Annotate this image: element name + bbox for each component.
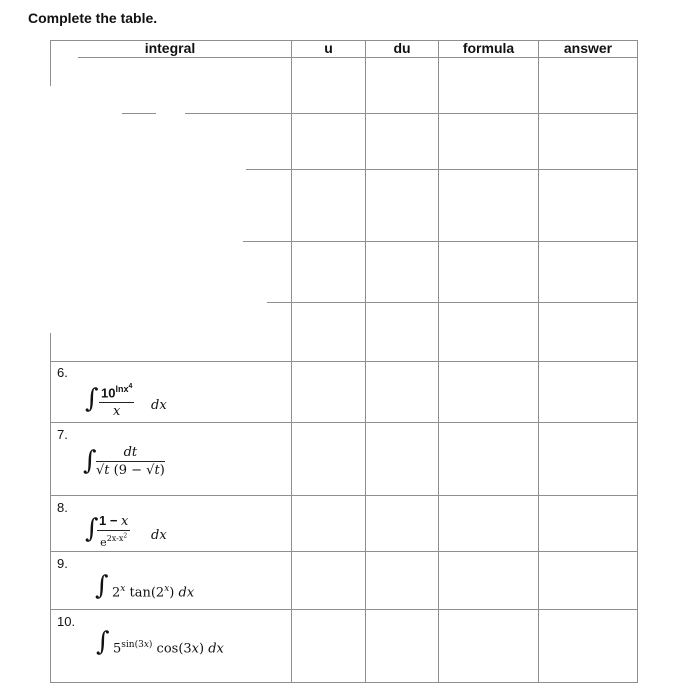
table-line — [50, 682, 638, 683]
problem-number: 8. — [57, 500, 68, 515]
header-integral: integral — [144, 40, 196, 56]
header-formula: formula — [462, 40, 515, 56]
table-line — [78, 57, 638, 58]
table-line — [50, 333, 51, 683]
fraction: $\frac{1 - x}{e^{2x-x^2}}$ — [99, 513, 129, 549]
table-line — [185, 113, 638, 114]
table-line — [50, 609, 638, 610]
table-line — [50, 495, 638, 496]
differential: dx — [151, 398, 167, 413]
problem-number: 9. — [57, 556, 68, 571]
table-line — [50, 422, 638, 423]
table-line — [50, 361, 638, 362]
differential: dx — [151, 528, 167, 543]
header-answer: answer — [563, 40, 613, 56]
integral-sign: ∫ — [96, 627, 110, 657]
problem-number: 10. — [57, 614, 76, 629]
table-line — [243, 241, 638, 242]
header-du: du — [393, 40, 411, 56]
integral-sign: ∫ — [85, 514, 99, 544]
table-line — [122, 113, 156, 114]
table-line — [267, 302, 638, 303]
instruction-text: Complete the table. — [28, 10, 158, 26]
fraction: $\frac{10^{lnx^4}}{x}$ — [101, 383, 133, 420]
integral-sign: ∫ — [83, 446, 97, 476]
integral-sign: ∫ — [95, 571, 109, 601]
problem-number: 7. — [57, 427, 68, 442]
fraction: $\frac{dt}{√t (9 - √t)}$ — [96, 445, 165, 478]
table-line — [246, 169, 638, 170]
table-line — [50, 551, 638, 552]
integral-sign: ∫ — [85, 384, 99, 414]
integrand: 2$^x$ tan(2$^x$) dx — [112, 584, 195, 601]
header-u: u — [324, 40, 333, 56]
problem-number: 6. — [57, 365, 68, 380]
integrand: $5^{sin(3x)}$ cos(3x) dx — [113, 640, 224, 657]
table-line — [50, 40, 51, 86]
